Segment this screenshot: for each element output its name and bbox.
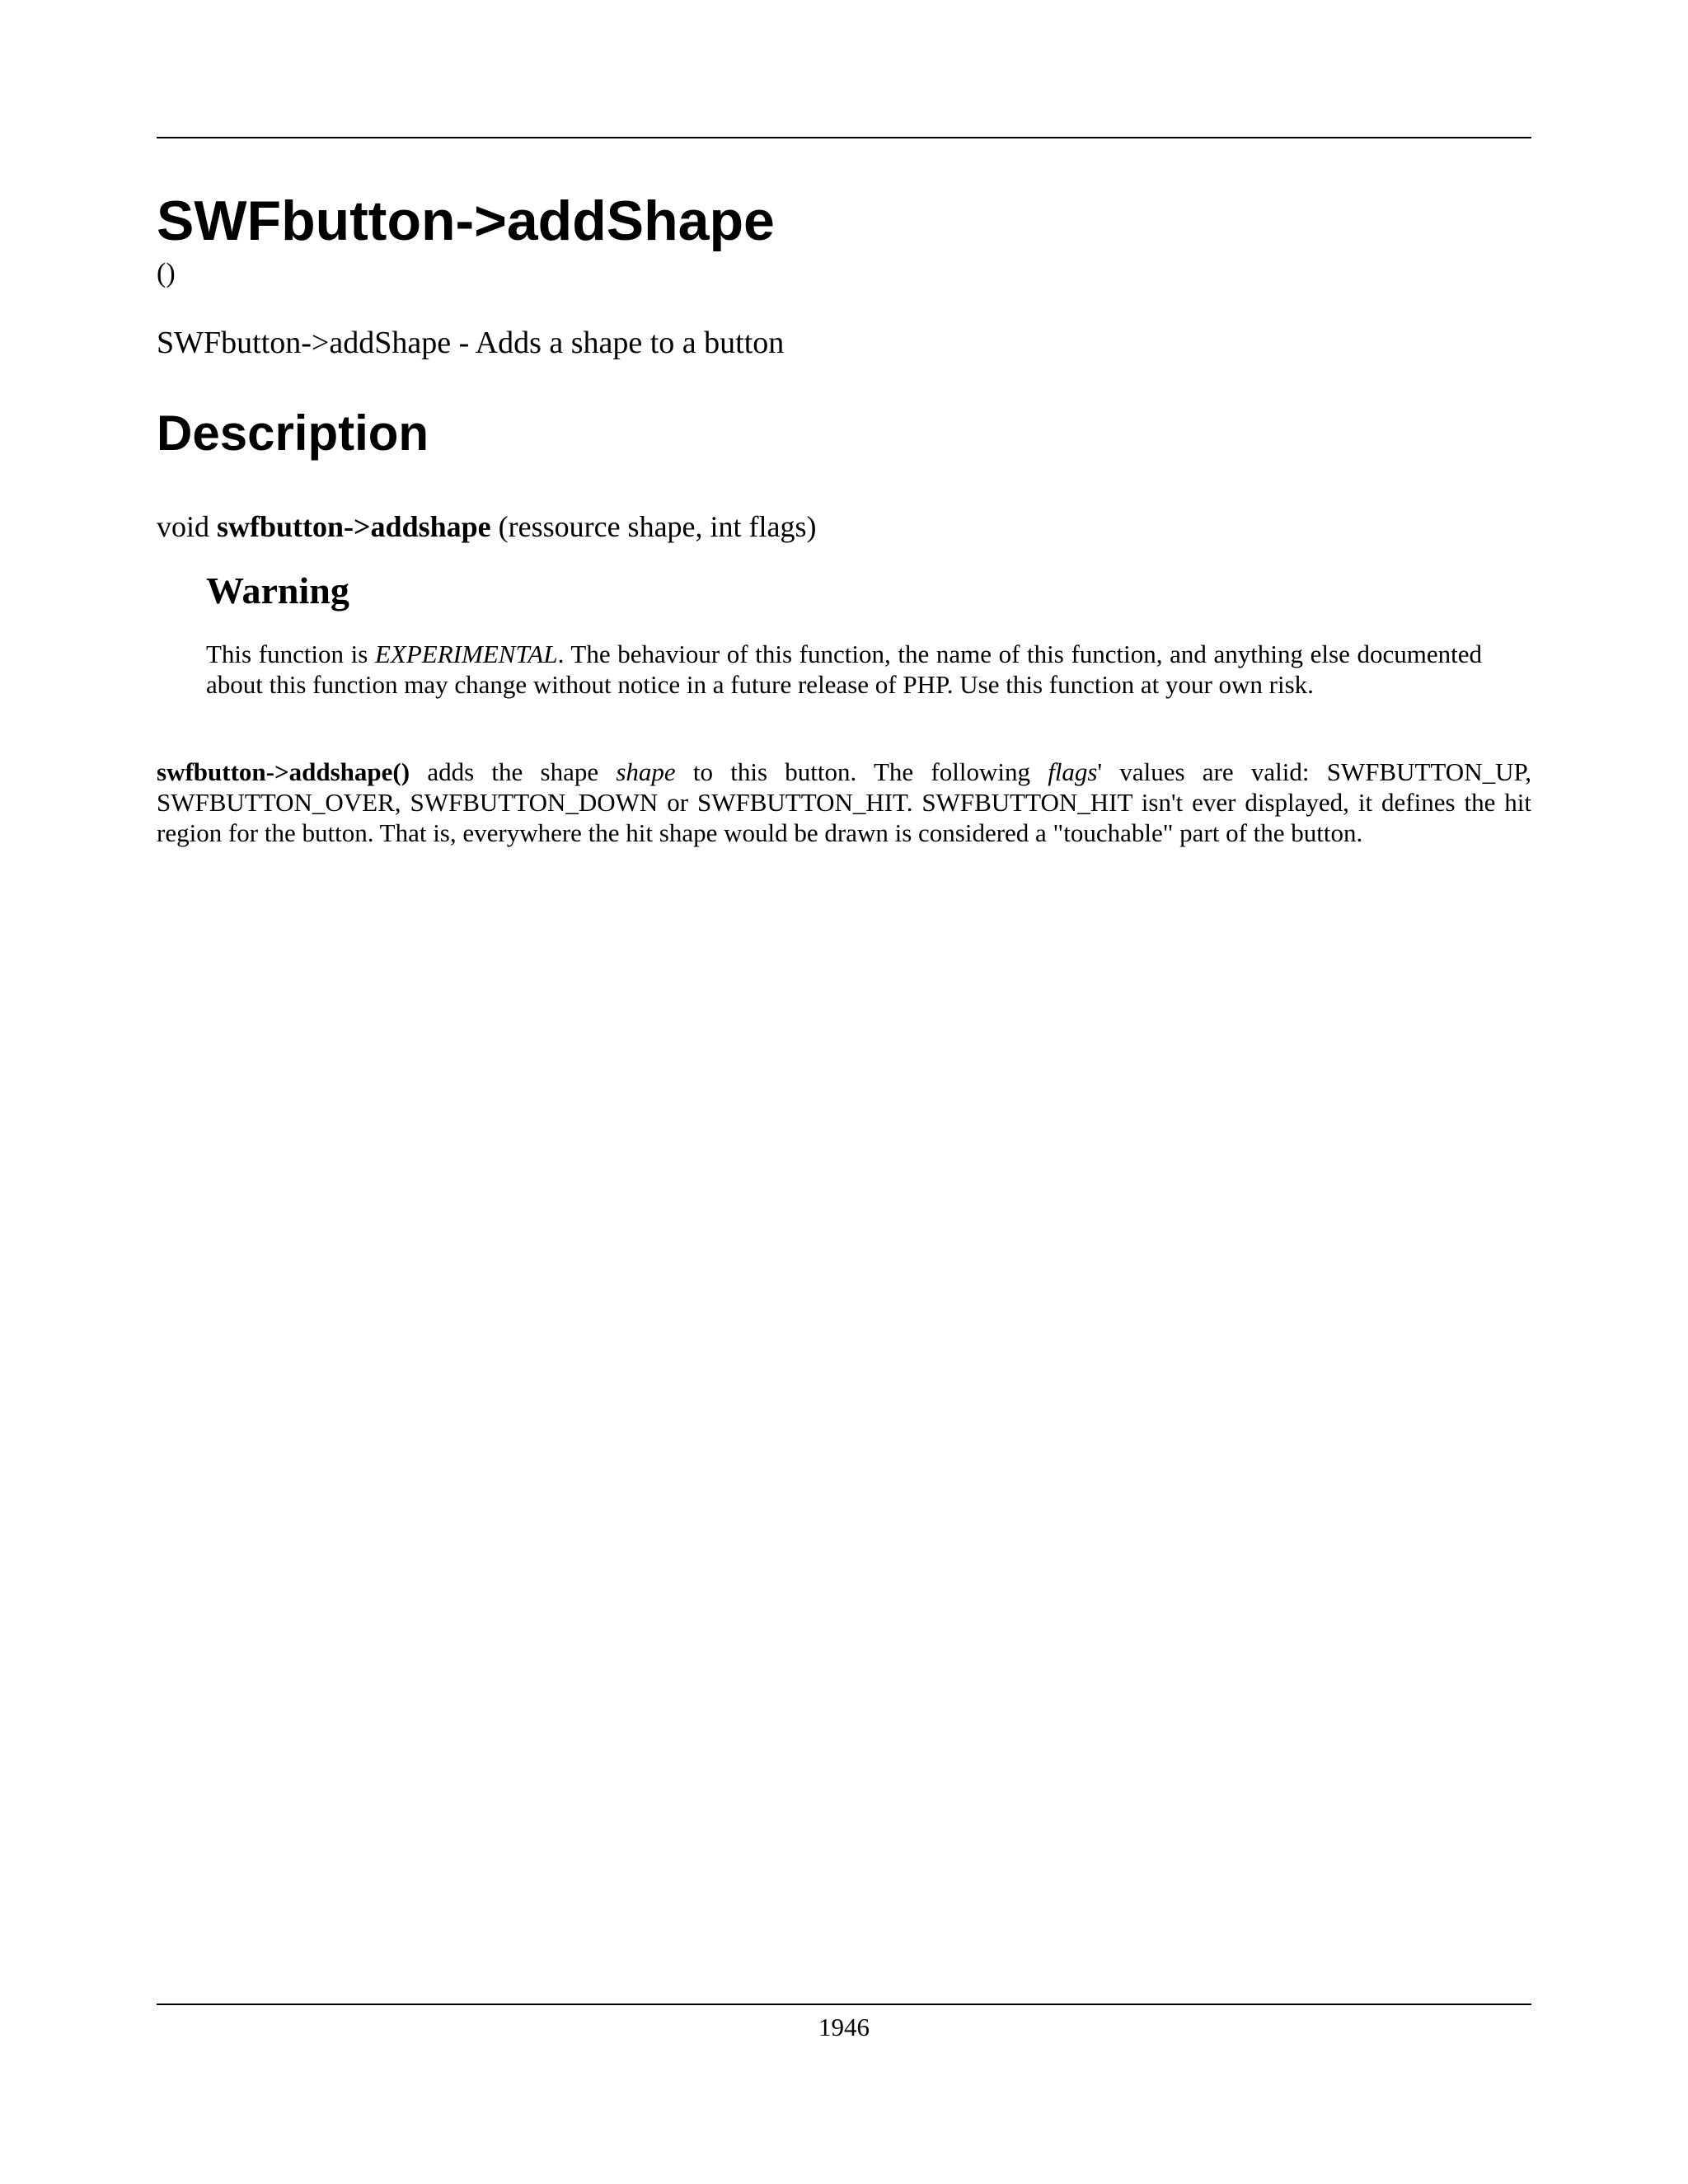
- warning-title: Warning: [206, 569, 349, 612]
- synopsis-params: (ressource shape, int flags): [498, 510, 817, 543]
- function-synopsis: [157, 509, 817, 545]
- function-reference: swfbutton->addshape(): [157, 757, 410, 786]
- description-paragraph: [157, 757, 1531, 848]
- description-text-2: to this button. The following: [692, 757, 1030, 786]
- page-title: SWFbutton->addShape: [157, 190, 775, 252]
- bottom-rule: [157, 2004, 1531, 2005]
- title-parens: (): [157, 258, 176, 288]
- synopsis-function-name: swfbutton->addshape: [217, 510, 491, 543]
- warning-emphasis: EXPERIMENTAL: [375, 640, 558, 668]
- warning-text: [206, 639, 1482, 700]
- description-text-1: adds the shape: [427, 757, 599, 786]
- ref-purpose: SWFbutton->addShape - Adds a shape to a button: [157, 326, 785, 360]
- description-text-3: ' values are valid: SWFBUTTON_UP, SWFBUTTON_OVER, SWFBUTTON_DOWN or SWFBUTTON_HIT. SWFBUTTON_HIT isn't ever displayed, it defines the hit region for the button. That is, everywhere the hit shape would be drawn is considered a "touchable" part of the button.: [157, 757, 1532, 847]
- top-rule: [157, 137, 1531, 138]
- warning-text-after: . The behaviour of this function, the name of this function, and anything else documented about this function may change without notice in a future release of PHP. Use this function at your own risk.: [206, 640, 1482, 699]
- param-flags: flags: [1048, 757, 1098, 786]
- param-shape: shape: [616, 757, 676, 786]
- description-heading: Description: [157, 405, 429, 461]
- synopsis-return-type: void: [157, 510, 210, 543]
- page-number: 1946: [818, 2013, 870, 2041]
- warning-text-before: This function is: [206, 640, 368, 668]
